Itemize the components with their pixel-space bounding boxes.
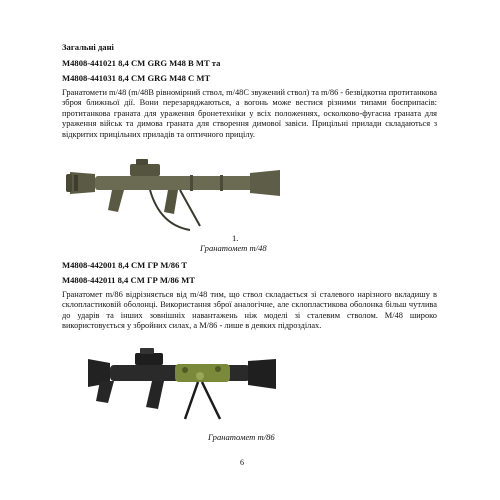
page-number: 6 — [240, 458, 244, 467]
m48-rifle-image — [60, 150, 285, 235]
figure1-number: 1. — [232, 233, 239, 243]
paragraph-m86-description: Гранатомет m/86 відрізняється від m/48 тим, що ствол складається зі сталевого нарізного вкладишу в склопластиковій оболонці. Використання зброї аналогічне, але склопластикова оболонка більш чутлива до ударів та інших зовнішніх навантажень ніж моделі зі сталевим стволом. M/48 широко використовується у збройних силах, а M/86 - лише в деяких підрозділах. — [62, 290, 437, 331]
heading-m86-t: M4808-442001 8,4 CM ГР M/86 T — [62, 260, 188, 270]
heading-m48c: M4808-441031 8,4 CM GRG M48 C MT — [62, 73, 211, 83]
heading-m86-mt: M4808-442011 8,4 CM ГР M/86 MT — [62, 275, 195, 285]
figure1-caption: Гранатомет m/48 — [200, 243, 267, 253]
heading-m48b: M4808-441021 8,4 CM GRG M48 B MT та — [62, 58, 221, 68]
paragraph-m48-description: Гранатомети m/48 (m/48B рівномірний ствол, m/48C звужений ствол) та m/86 - безвідкотна протитанкова зброя ближньої дії. Вони перезаряджаються, а вогонь може вестися різними типами боєприпасів: протитанкова граната для ураження бронетехніки у всіх положеннях, осколково-фугасна граната для ураження військ та димова граната для створення димової завіси. Прицільні прилади складаються з відкритих прицільних приладів та оптичного прицілу. — [62, 88, 437, 139]
section-title: Загальні дані — [62, 42, 114, 52]
figure2-caption: Гранатомет m/86 — [208, 432, 275, 442]
m86-rifle-image — [80, 345, 280, 425]
